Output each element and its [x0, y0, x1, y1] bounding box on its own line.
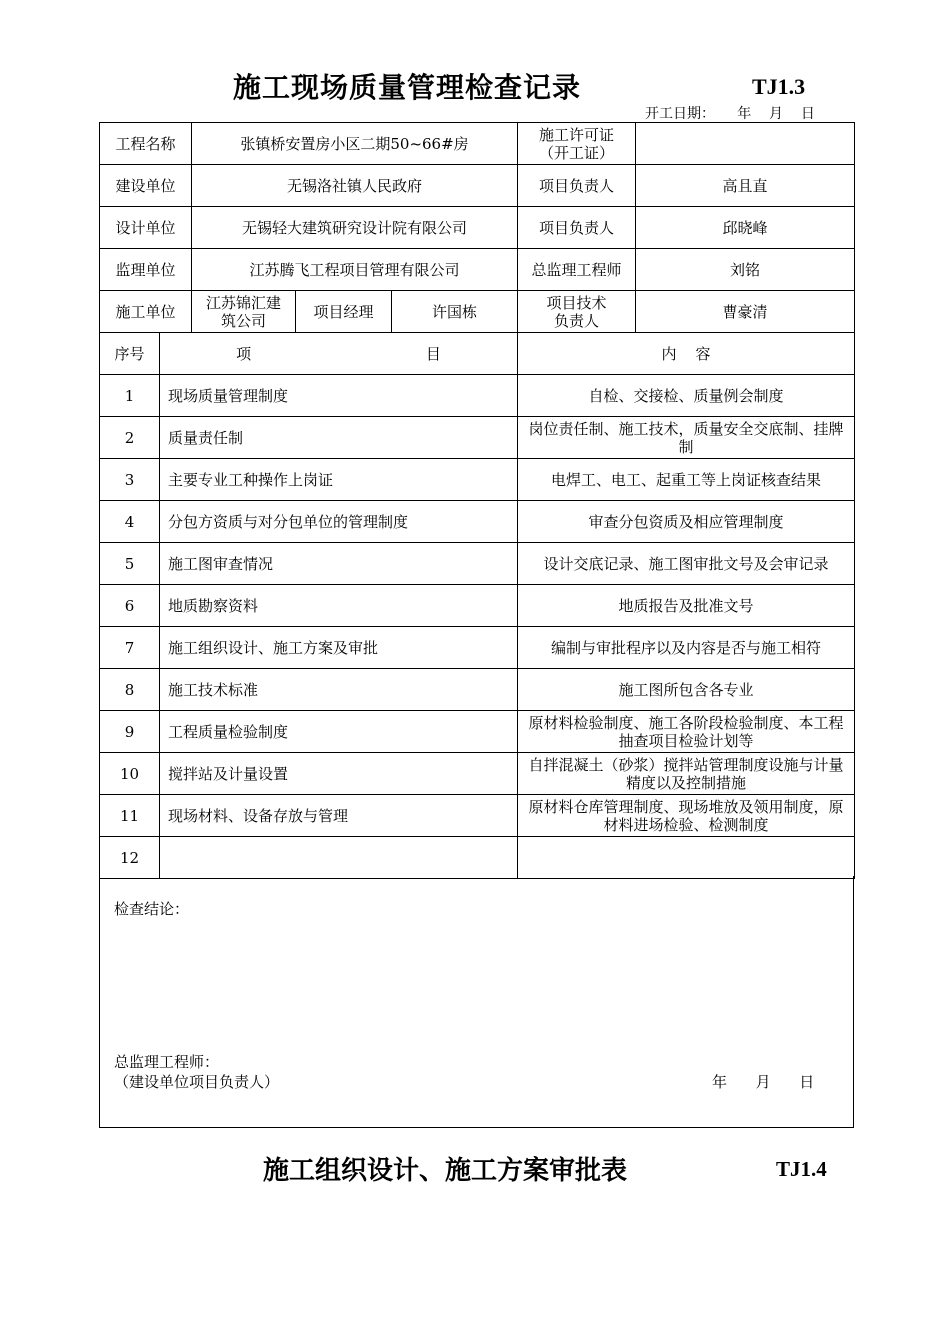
row-number: 3 [100, 459, 160, 501]
design-lead: 邱晓峰 [636, 207, 855, 249]
row-content: 电焊工、电工、起重工等上岗证核查结果 [518, 459, 855, 501]
row-number: 11 [100, 795, 160, 837]
form-code: TJ1.3 [752, 74, 806, 99]
col-content-header: 内 容 [518, 333, 855, 375]
row-construction [100, 291, 855, 333]
next-form-code: TJ1.4 [776, 1157, 827, 1181]
checklist-row [100, 627, 855, 669]
checklist-row [100, 711, 855, 753]
label-client-lead: 项目负责人 [518, 165, 636, 207]
chief-supervisor-signature: 总监理工程师： [114, 1053, 220, 1071]
row-content: 审查分包资质及相应管理制度 [518, 501, 855, 543]
row-item: 地质勘察资料 [160, 585, 518, 627]
col-item-header: 项 目 [160, 333, 518, 375]
checklist-row [100, 753, 855, 795]
row-number: 9 [100, 711, 160, 753]
label-construction: 施工单位 [100, 291, 192, 333]
start-date: 开工日期： 年 月 日 [645, 106, 815, 122]
row-content: 自检、交接检、质量例会制度 [518, 375, 855, 417]
checklist-row [100, 501, 855, 543]
row-number: 1 [100, 375, 160, 417]
conclusion-date: 年 月 日 [712, 1073, 815, 1091]
row-item: 分包方资质与对分包单位的管理制度 [160, 501, 518, 543]
checklist-row [100, 837, 855, 879]
label-design: 设计单位 [100, 207, 192, 249]
row-item: 主要专业工种操作上岗证 [160, 459, 518, 501]
row-item: 施工组织设计、施工方案及审批 [160, 627, 518, 669]
row-content: 原材料检验制度、施工各阶段检验制度、本工程抽查项目检验计划等 [518, 711, 855, 753]
label-supervision: 监理单位 [100, 249, 192, 291]
checklist-row [100, 585, 855, 627]
row-number: 2 [100, 417, 160, 459]
label-tech-lead: 项目技术 负责人 [518, 291, 636, 333]
info-table [99, 122, 855, 879]
row-content: 编制与审批程序以及内容是否与施工相符 [518, 627, 855, 669]
row-supervision [100, 249, 855, 291]
checklist-header [100, 333, 855, 375]
row-item: 质量责任制 [160, 417, 518, 459]
row-item: 工程质量检验制度 [160, 711, 518, 753]
row-content: 施工图所包含各专业 [518, 669, 855, 711]
project-manager: 许国栋 [392, 291, 518, 333]
row-number: 6 [100, 585, 160, 627]
form-title: 施工现场质量管理检查记录 [233, 71, 582, 104]
design-unit: 无锡轻大建筑研究设计院有限公司 [192, 207, 518, 249]
checklist-row [100, 375, 855, 417]
row-item: 现场质量管理制度 [160, 375, 518, 417]
row-number: 7 [100, 627, 160, 669]
construction-unit: 江苏锦汇建 筑公司 [192, 291, 296, 333]
label-chief-supervisor: 总监理工程师 [518, 249, 636, 291]
client-lead: 高且直 [636, 165, 855, 207]
row-item: 施工图审查情况 [160, 543, 518, 585]
label-permit: 施工许可证 （开工证） [518, 123, 636, 165]
label-design-lead: 项目负责人 [518, 207, 636, 249]
checklist-row [100, 459, 855, 501]
conclusion-box [99, 876, 854, 1128]
conclusion-label: 检查结论： [114, 900, 190, 918]
row-item: 施工技术标准 [160, 669, 518, 711]
row-number: 4 [100, 501, 160, 543]
supervision-unit: 江苏腾飞工程项目管理有限公司 [192, 249, 518, 291]
row-client [100, 165, 855, 207]
row-content: 岗位责任制、施工技术，质量安全交底制、挂牌制 [518, 417, 855, 459]
permit-value [636, 123, 855, 165]
row-number: 8 [100, 669, 160, 711]
tech-lead: 曹豪清 [636, 291, 855, 333]
client-lead-signature: （建设单位项目负责人） [114, 1073, 280, 1091]
row-design [100, 207, 855, 249]
label-project-name: 工程名称 [100, 123, 192, 165]
next-form-title: 施工组织设计、施工方案审批表 [263, 1156, 628, 1186]
row-content: 原材料仓库管理制度、现场堆放及领用制度，原材料进场检验、检测制度 [518, 795, 855, 837]
row-item: 搅拌站及计量设置 [160, 753, 518, 795]
row-content: 设计交底记录、施工图审批文号及会审记录 [518, 543, 855, 585]
row-content: 地质报告及批准文号 [518, 585, 855, 627]
row-number: 12 [100, 837, 160, 879]
row-item: 现场材料、设备存放与管理 [160, 795, 518, 837]
row-content [518, 837, 855, 879]
row-content: 自拌混凝土（砂浆）搅拌站管理制度设施与计量精度以及控制措施 [518, 753, 855, 795]
label-client: 建设单位 [100, 165, 192, 207]
client-unit: 无锡洛社镇人民政府 [192, 165, 518, 207]
row-number: 5 [100, 543, 160, 585]
checklist-row [100, 669, 855, 711]
row-number: 10 [100, 753, 160, 795]
project-name: 张镇桥安置房小区二期50~66#房 [192, 123, 518, 165]
chief-supervisor: 刘铭 [636, 249, 855, 291]
checklist-row [100, 795, 855, 837]
row-project-name [100, 123, 855, 165]
checklist-row [100, 417, 855, 459]
col-no-header: 序号 [100, 333, 160, 375]
label-project-manager: 项目经理 [296, 291, 392, 333]
row-item [160, 837, 518, 879]
checklist-row [100, 543, 855, 585]
